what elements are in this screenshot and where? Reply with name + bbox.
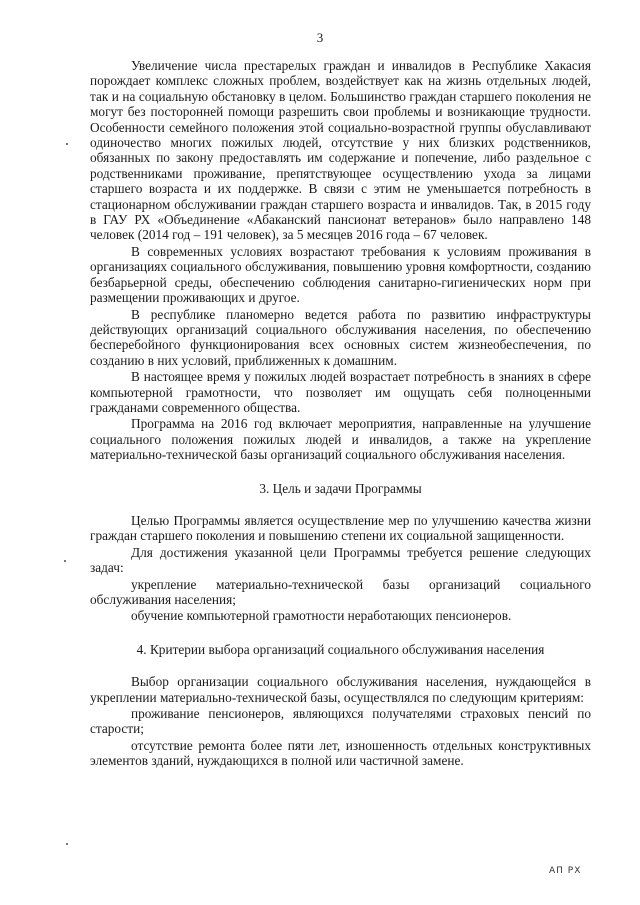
archive-stamp: АП РХ [549, 866, 582, 876]
scan-mark [64, 560, 66, 562]
section-heading-goals: 3. Цель и задачи Программы [259, 480, 422, 496]
paragraph-goals-2: Для достижения указанной цели Программы требуется решение следующих задач: [90, 544, 591, 576]
paragraph-goals-3: укрепление материально-технической базы организаций социального обслуживания населения; [90, 576, 591, 607]
paragraph-intro-3: В республике планомерно ведется работа по развитию инфраструктуры действующих организаций социального обслуживания населения, по обеспечению бесперебойного функционирования всех основных систем жизнеобеспечения, по созданию в них условий, приближенных к домашним. [90, 306, 591, 368]
page-number: 3 [316, 30, 324, 45]
paragraph-goals-4: обучение компьютерной грамотности неработающих пенсионеров. [131, 608, 512, 624]
paragraph-intro-4: В настоящее время у пожилых людей возрастает потребность в знаниях в сфере компьютерной грамотности, что позволяет им ощущать себя полноценными гражданами современного общества. [90, 369, 591, 415]
document-body [90, 58, 591, 769]
paragraph-intro-2: В современных условиях возрастают требования к условиям проживания в организациях социального обслуживания, повышению уровня комфортности, созданию безбарьерной среды, обеспечению соблюдения санитарно-гигиенических норм при размещении проживающих и другое. [90, 243, 591, 306]
paragraph-goals-1: Целью Программы является осуществление мер по улучшению качества жизни граждан старшего поколения и повышению степени их социальной защищенности. [90, 512, 591, 544]
paragraph-intro-5: Программа на 2016 год включает мероприятия, направленные на улучшение социального положения пожилых людей и инвалидов, а также на укрепление материально-технической базы организаций социального обслуживания населения. [90, 416, 591, 463]
scan-mark [66, 143, 68, 145]
paragraph-criteria-3: отсутствие ремонта более пяти лет, изношенность отдельных конструктивных элементов зданий, нуждающихся в полной или частичной замене. [90, 737, 591, 769]
paragraph-criteria-2: проживание пенсионеров, являющихся получателями страховых пенсий по старости; [90, 706, 591, 737]
paragraph-criteria-1: Выбор организации социального обслуживания населения, нуждающейся в укреплении материально-технической базы, осуществлялся по следующим критериям: [90, 674, 591, 705]
section-heading-criteria: 4. Критерии выбора организаций социального обслуживания населения [136, 641, 545, 657]
paragraph-intro-1: Увеличение числа престарелых граждан и инвалидов в Республике Хакасия порождает комплекс сложных проблем, воздействует как на жизнь отдельных людей, так и на социальную обстановку в целом. Большинство граждан старшего поколения не могут без посторонней помощи разрешить свои проблемы и возникающие трудности. Особенности семейного положения этой социально-возрастной группы обуславливают одиночество многих пожилых людей, отсутствие у них близких родственников, обязанных по закону предоставлять им содержание и попечение, либо раздельное с родственниками проживание, препятствующее осуществлению ухода за лицами старшего возраста и их поддержке. В связи с этим не уменьшается потребность в стационарном обслуживании граждан старшего возраста и инвалидов. Так, в 2015 году в ГАУ РХ «Объединение «Абаканский пансионат ветеранов» было направлено 148 человек (2014 год – 191 человек), за 5 месяцев 2016 года – 67 человек. [90, 58, 591, 243]
scan-mark [66, 843, 68, 845]
